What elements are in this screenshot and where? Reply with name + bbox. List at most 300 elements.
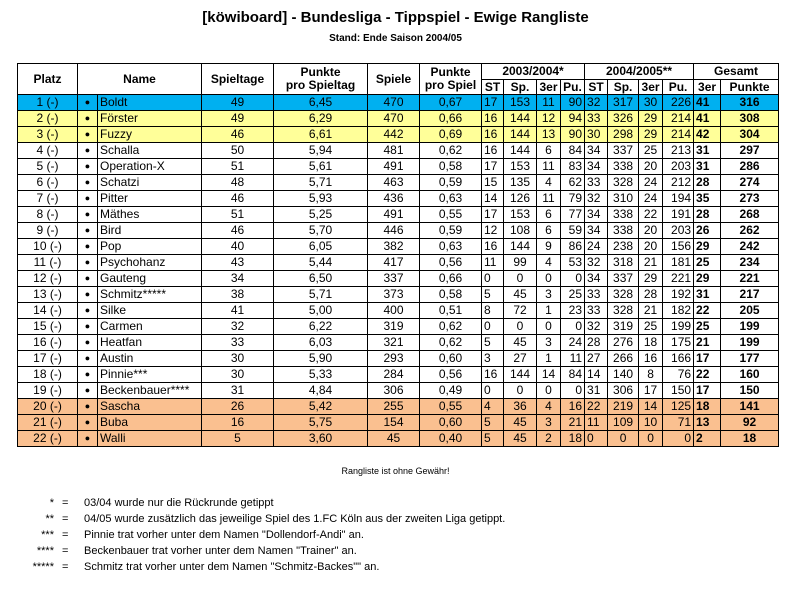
cell-spieltage: 46 xyxy=(202,127,274,143)
cell-punkte-pro-spieltag: 5,25 xyxy=(274,207,368,223)
ranking-table xyxy=(17,63,779,447)
cell-s2-pu: 214 xyxy=(663,127,694,143)
cell-punkte-pro-spieltag: 5,71 xyxy=(274,287,368,303)
cell-spieltage: 43 xyxy=(202,255,274,271)
cell-s2-sp: 328 xyxy=(608,175,639,191)
footnote-text: Pinnie trat vorher unter dem Namen "Dollendorf-Andi" an. xyxy=(84,529,364,541)
header-s2-sp: Sp. xyxy=(608,80,639,95)
cell-s1-3er: 0 xyxy=(537,271,561,287)
cell-platz: 6 (-) xyxy=(18,175,78,191)
cell-punkte-pro-spiel: 0,67 xyxy=(420,95,482,111)
cell-s1-sp: 99 xyxy=(504,255,537,271)
cell-s2-pu: 125 xyxy=(663,399,694,415)
cell-s2-pu: 199 xyxy=(663,319,694,335)
ranking-body xyxy=(18,95,779,447)
cell-spieltage: 30 xyxy=(202,351,274,367)
cell-s2-pu: 221 xyxy=(663,271,694,287)
cell-punkte-pro-spiel: 0,62 xyxy=(420,335,482,351)
cell-platz: 21 (-) xyxy=(18,415,78,431)
table-row xyxy=(18,255,779,271)
table-row xyxy=(18,143,779,159)
cell-gesamt-punkte: 273 xyxy=(721,191,779,207)
cell-s2-st: 24 xyxy=(585,239,608,255)
cell-spiele: 154 xyxy=(368,415,420,431)
cell-punkte-pro-spiel: 0,62 xyxy=(420,319,482,335)
cell-s1-pu: 21 xyxy=(561,415,585,431)
cell-s2-pu: 0 xyxy=(663,431,694,447)
footnote-symbol: * xyxy=(49,497,54,509)
cell-s2-sp: 337 xyxy=(608,271,639,287)
header-s1-pu: Pu. xyxy=(561,80,585,95)
cell-s2-3er: 18 xyxy=(639,335,663,351)
header-s1-3er: 3er xyxy=(537,80,561,95)
cell-s1-sp: 108 xyxy=(504,223,537,239)
header-punkte-pro-spiel-line2: pro Spiel xyxy=(424,78,477,92)
disclaimer: Rangliste ist ohne Gewähr! xyxy=(341,466,450,476)
cell-s1-3er: 6 xyxy=(537,143,561,159)
cell-punkte-pro-spieltag: 3,60 xyxy=(274,431,368,447)
bullet-icon: ● xyxy=(78,415,98,431)
cell-punkte-pro-spieltag: 5,93 xyxy=(274,191,368,207)
cell-s2-pu: 76 xyxy=(663,367,694,383)
cell-punkte-pro-spieltag: 6,29 xyxy=(274,111,368,127)
cell-s1-3er: 1 xyxy=(537,303,561,319)
cell-s2-sp: 319 xyxy=(608,319,639,335)
cell-platz: 7 (-) xyxy=(18,191,78,207)
cell-name: Buba xyxy=(98,415,202,431)
cell-punkte-pro-spieltag: 6,03 xyxy=(274,335,368,351)
cell-spieltage: 34 xyxy=(202,271,274,287)
cell-s1-pu: 18 xyxy=(561,431,585,447)
cell-punkte-pro-spieltag: 6,22 xyxy=(274,319,368,335)
cell-spiele: 436 xyxy=(368,191,420,207)
cell-s2-3er: 20 xyxy=(639,239,663,255)
table-row xyxy=(18,415,779,431)
cell-s1-pu: 24 xyxy=(561,335,585,351)
header-punkte-pro-spieltag xyxy=(274,64,368,95)
cell-s1-st: 5 xyxy=(482,431,504,447)
cell-s1-pu: 77 xyxy=(561,207,585,223)
header-s1-st: ST xyxy=(482,80,504,95)
cell-s2-sp: 109 xyxy=(608,415,639,431)
cell-platz: 16 (-) xyxy=(18,335,78,351)
bullet-icon: ● xyxy=(78,159,98,175)
cell-gesamt-3er: 41 xyxy=(694,111,721,127)
bullet-icon: ● xyxy=(78,303,98,319)
cell-gesamt-3er: 29 xyxy=(694,271,721,287)
cell-gesamt-3er: 18 xyxy=(694,399,721,415)
cell-punkte-pro-spiel: 0,60 xyxy=(420,351,482,367)
cell-s2-pu: 182 xyxy=(663,303,694,319)
cell-name: Pitter xyxy=(98,191,202,207)
cell-punkte-pro-spiel: 0,62 xyxy=(420,143,482,159)
cell-gesamt-3er: 29 xyxy=(694,239,721,255)
cell-s1-sp: 45 xyxy=(504,415,537,431)
cell-s1-pu: 0 xyxy=(561,319,585,335)
cell-s1-3er: 11 xyxy=(537,95,561,111)
bullet-icon: ● xyxy=(78,351,98,367)
cell-s2-st: 32 xyxy=(585,255,608,271)
cell-punkte-pro-spiel: 0,56 xyxy=(420,255,482,271)
cell-s1-sp: 153 xyxy=(504,207,537,223)
cell-s1-st: 12 xyxy=(482,223,504,239)
cell-s2-st: 34 xyxy=(585,223,608,239)
cell-s2-pu: 203 xyxy=(663,223,694,239)
cell-punkte-pro-spiel: 0,58 xyxy=(420,159,482,175)
cell-s2-st: 33 xyxy=(585,303,608,319)
cell-s2-sp: 328 xyxy=(608,287,639,303)
cell-s2-st: 11 xyxy=(585,415,608,431)
cell-name: Psychohanz xyxy=(98,255,202,271)
cell-s1-sp: 0 xyxy=(504,271,537,287)
cell-s1-sp: 72 xyxy=(504,303,537,319)
cell-s1-sp: 144 xyxy=(504,111,537,127)
cell-gesamt-3er: 13 xyxy=(694,415,721,431)
cell-punkte-pro-spiel: 0,55 xyxy=(420,207,482,223)
cell-punkte-pro-spieltag: 6,61 xyxy=(274,127,368,143)
cell-platz: 4 (-) xyxy=(18,143,78,159)
cell-s1-st: 5 xyxy=(482,287,504,303)
cell-s2-st: 34 xyxy=(585,143,608,159)
table-row xyxy=(18,351,779,367)
cell-spieltage: 38 xyxy=(202,287,274,303)
cell-spieltage: 49 xyxy=(202,95,274,111)
cell-spiele: 417 xyxy=(368,255,420,271)
cell-spieltage: 31 xyxy=(202,383,274,399)
cell-spiele: 306 xyxy=(368,383,420,399)
cell-name: Schalla xyxy=(98,143,202,159)
cell-punkte-pro-spieltag: 5,94 xyxy=(274,143,368,159)
cell-s1-st: 16 xyxy=(482,127,504,143)
cell-s1-pu: 11 xyxy=(561,351,585,367)
table-row xyxy=(18,127,779,143)
cell-gesamt-3er: 31 xyxy=(694,287,721,303)
cell-platz: 13 (-) xyxy=(18,287,78,303)
cell-s1-st: 5 xyxy=(482,415,504,431)
cell-s1-st: 14 xyxy=(482,191,504,207)
cell-gesamt-punkte: 316 xyxy=(721,95,779,111)
cell-gesamt-3er: 28 xyxy=(694,175,721,191)
bullet-icon: ● xyxy=(78,367,98,383)
cell-s2-3er: 24 xyxy=(639,175,663,191)
table-row xyxy=(18,175,779,191)
cell-s1-sp: 144 xyxy=(504,127,537,143)
cell-platz: 15 (-) xyxy=(18,319,78,335)
cell-s1-3er: 6 xyxy=(537,207,561,223)
header-spiele: Spiele xyxy=(368,64,420,95)
cell-spiele: 284 xyxy=(368,367,420,383)
table-row xyxy=(18,431,779,447)
header-name: Name xyxy=(78,64,202,95)
cell-punkte-pro-spiel: 0,40 xyxy=(420,431,482,447)
cell-gesamt-3er: 25 xyxy=(694,319,721,335)
cell-s2-pu: 203 xyxy=(663,159,694,175)
cell-punkte-pro-spieltag: 5,42 xyxy=(274,399,368,415)
cell-s1-st: 15 xyxy=(482,175,504,191)
bullet-icon: ● xyxy=(78,223,98,239)
header-spieltage: Spieltage xyxy=(202,64,274,95)
cell-s1-3er: 11 xyxy=(537,159,561,175)
cell-s2-3er: 0 xyxy=(639,431,663,447)
cell-platz: 1 (-) xyxy=(18,95,78,111)
footnote-text: 03/04 wurde nur die Rückrunde getippt xyxy=(84,497,274,509)
cell-s2-3er: 29 xyxy=(639,127,663,143)
cell-name: Pinnie*** xyxy=(98,367,202,383)
table-row xyxy=(18,399,779,415)
cell-platz: 8 (-) xyxy=(18,207,78,223)
cell-s1-3er: 12 xyxy=(537,111,561,127)
cell-punkte-pro-spiel: 0,66 xyxy=(420,111,482,127)
cell-s1-st: 4 xyxy=(482,399,504,415)
cell-name: Bird xyxy=(98,223,202,239)
cell-name: Sascha xyxy=(98,399,202,415)
cell-s2-st: 32 xyxy=(585,319,608,335)
cell-s1-pu: 79 xyxy=(561,191,585,207)
cell-s1-sp: 135 xyxy=(504,175,537,191)
table-row xyxy=(18,335,779,351)
cell-punkte-pro-spiel: 0,63 xyxy=(420,191,482,207)
cell-name: Boldt xyxy=(98,95,202,111)
cell-s1-st: 8 xyxy=(482,303,504,319)
cell-s1-pu: 0 xyxy=(561,383,585,399)
cell-spieltage: 32 xyxy=(202,319,274,335)
cell-punkte-pro-spiel: 0,60 xyxy=(420,415,482,431)
header-punkte-pro-spieltag-line1: Punkte xyxy=(300,65,341,79)
cell-name: Gauteng xyxy=(98,271,202,287)
page-title: [köwiboard] - Bundesliga - Tippspiel - Ewige Rangliste xyxy=(202,9,589,26)
cell-platz: 10 (-) xyxy=(18,239,78,255)
cell-punkte-pro-spieltag: 5,00 xyxy=(274,303,368,319)
cell-spiele: 463 xyxy=(368,175,420,191)
cell-s1-3er: 0 xyxy=(537,383,561,399)
page-subtitle: Stand: Ende Saison 2004/05 xyxy=(329,33,462,44)
table-row xyxy=(18,239,779,255)
cell-name: Silke xyxy=(98,303,202,319)
cell-s2-pu: 71 xyxy=(663,415,694,431)
cell-name: Beckenbauer**** xyxy=(98,383,202,399)
cell-punkte-pro-spiel: 0,66 xyxy=(420,271,482,287)
cell-s2-sp: 338 xyxy=(608,159,639,175)
cell-spiele: 45 xyxy=(368,431,420,447)
cell-s2-3er: 21 xyxy=(639,303,663,319)
cell-punkte-pro-spieltag: 5,75 xyxy=(274,415,368,431)
cell-s1-3er: 2 xyxy=(537,431,561,447)
cell-punkte-pro-spieltag: 6,45 xyxy=(274,95,368,111)
cell-s1-sp: 45 xyxy=(504,335,537,351)
cell-s2-pu: 150 xyxy=(663,383,694,399)
footnote-equals: = xyxy=(62,561,69,573)
cell-spieltage: 48 xyxy=(202,175,274,191)
cell-gesamt-3er: 42 xyxy=(694,127,721,143)
cell-punkte-pro-spieltag: 6,50 xyxy=(274,271,368,287)
table-row xyxy=(18,319,779,335)
cell-s2-3er: 8 xyxy=(639,367,663,383)
cell-spiele: 319 xyxy=(368,319,420,335)
cell-punkte-pro-spiel: 0,59 xyxy=(420,175,482,191)
cell-punkte-pro-spieltag: 5,33 xyxy=(274,367,368,383)
bullet-icon: ● xyxy=(78,175,98,191)
cell-s2-pu: 191 xyxy=(663,207,694,223)
cell-gesamt-punkte: 199 xyxy=(721,319,779,335)
cell-punkte-pro-spieltag: 6,05 xyxy=(274,239,368,255)
bullet-icon: ● xyxy=(78,191,98,207)
cell-s2-pu: 166 xyxy=(663,351,694,367)
table-row xyxy=(18,95,779,111)
header-punkte-pro-spiel xyxy=(420,64,482,95)
cell-s1-st: 0 xyxy=(482,271,504,287)
cell-s1-sp: 27 xyxy=(504,351,537,367)
header-season-2003: 2003/2004* xyxy=(482,64,585,80)
cell-s1-pu: 59 xyxy=(561,223,585,239)
cell-s2-sp: 219 xyxy=(608,399,639,415)
cell-s1-st: 16 xyxy=(482,143,504,159)
header-s2-st: ST xyxy=(585,80,608,95)
cell-s1-3er: 4 xyxy=(537,175,561,191)
footnote-equals: = xyxy=(62,545,69,557)
cell-spieltage: 40 xyxy=(202,239,274,255)
cell-s2-pu: 181 xyxy=(663,255,694,271)
cell-platz: 18 (-) xyxy=(18,367,78,383)
cell-gesamt-punkte: 274 xyxy=(721,175,779,191)
header-s2-3er: 3er xyxy=(639,80,663,95)
cell-name: Fuzzy xyxy=(98,127,202,143)
footnote-equals: = xyxy=(62,497,69,509)
cell-s1-pu: 94 xyxy=(561,111,585,127)
cell-spieltage: 26 xyxy=(202,399,274,415)
cell-gesamt-punkte: 242 xyxy=(721,239,779,255)
cell-s1-st: 11 xyxy=(482,255,504,271)
cell-s2-st: 0 xyxy=(585,431,608,447)
cell-s1-sp: 45 xyxy=(504,287,537,303)
cell-punkte-pro-spiel: 0,59 xyxy=(420,223,482,239)
footnote-symbol: ***** xyxy=(32,561,54,573)
cell-gesamt-3er: 25 xyxy=(694,255,721,271)
cell-spiele: 470 xyxy=(368,95,420,111)
cell-spieltage: 46 xyxy=(202,191,274,207)
cell-name: Schatzi xyxy=(98,175,202,191)
table-row xyxy=(18,111,779,127)
cell-gesamt-punkte: 199 xyxy=(721,335,779,351)
cell-gesamt-3er: 41 xyxy=(694,95,721,111)
table-row xyxy=(18,271,779,287)
cell-spiele: 255 xyxy=(368,399,420,415)
cell-punkte-pro-spieltag: 5,71 xyxy=(274,175,368,191)
cell-s2-sp: 266 xyxy=(608,351,639,367)
cell-s1-st: 17 xyxy=(482,207,504,223)
table-row xyxy=(18,303,779,319)
cell-gesamt-punkte: 217 xyxy=(721,287,779,303)
header-platz: Platz xyxy=(18,64,78,95)
cell-s1-3er: 9 xyxy=(537,239,561,255)
cell-name: Heatfan xyxy=(98,335,202,351)
cell-s1-sp: 0 xyxy=(504,383,537,399)
cell-name: Pop xyxy=(98,239,202,255)
cell-spieltage: 16 xyxy=(202,415,274,431)
cell-gesamt-punkte: 160 xyxy=(721,367,779,383)
table-row xyxy=(18,383,779,399)
cell-s1-st: 16 xyxy=(482,239,504,255)
cell-punkte-pro-spiel: 0,58 xyxy=(420,287,482,303)
cell-spiele: 481 xyxy=(368,143,420,159)
cell-s2-3er: 21 xyxy=(639,255,663,271)
cell-s2-st: 27 xyxy=(585,351,608,367)
footnote-text: Schmitz trat vorher unter dem Namen "Schmitz-Backes"" an. xyxy=(84,561,380,573)
cell-gesamt-punkte: 234 xyxy=(721,255,779,271)
cell-s2-3er: 29 xyxy=(639,111,663,127)
cell-spieltage: 50 xyxy=(202,143,274,159)
cell-platz: 9 (-) xyxy=(18,223,78,239)
cell-gesamt-punkte: 286 xyxy=(721,159,779,175)
cell-platz: 11 (-) xyxy=(18,255,78,271)
cell-s1-st: 16 xyxy=(482,367,504,383)
cell-s2-st: 33 xyxy=(585,111,608,127)
table-row xyxy=(18,159,779,175)
cell-s2-pu: 226 xyxy=(663,95,694,111)
cell-s1-st: 0 xyxy=(482,319,504,335)
cell-s2-sp: 317 xyxy=(608,95,639,111)
cell-s1-3er: 1 xyxy=(537,351,561,367)
cell-name: Mäthes xyxy=(98,207,202,223)
cell-s2-3er: 20 xyxy=(639,223,663,239)
cell-s1-pu: 84 xyxy=(561,143,585,159)
footnote-symbol: ** xyxy=(45,513,54,525)
cell-punkte-pro-spiel: 0,63 xyxy=(420,239,482,255)
cell-s1-pu: 53 xyxy=(561,255,585,271)
footnote-equals: = xyxy=(62,529,69,541)
bullet-icon: ● xyxy=(78,383,98,399)
cell-gesamt-punkte: 268 xyxy=(721,207,779,223)
cell-s2-3er: 25 xyxy=(639,143,663,159)
cell-gesamt-punkte: 177 xyxy=(721,351,779,367)
cell-s2-sp: 0 xyxy=(608,431,639,447)
cell-punkte-pro-spieltag: 5,44 xyxy=(274,255,368,271)
cell-name: Austin xyxy=(98,351,202,367)
cell-spieltage: 5 xyxy=(202,431,274,447)
table-row xyxy=(18,191,779,207)
cell-s1-st: 0 xyxy=(482,383,504,399)
cell-spiele: 373 xyxy=(368,287,420,303)
cell-gesamt-3er: 21 xyxy=(694,335,721,351)
cell-s2-st: 30 xyxy=(585,127,608,143)
cell-gesamt-punkte: 262 xyxy=(721,223,779,239)
header-season-2004: 2004/2005** xyxy=(585,64,694,80)
cell-spiele: 446 xyxy=(368,223,420,239)
cell-s2-st: 22 xyxy=(585,399,608,415)
cell-gesamt-punkte: 92 xyxy=(721,415,779,431)
cell-spiele: 491 xyxy=(368,159,420,175)
cell-s2-st: 33 xyxy=(585,175,608,191)
bullet-icon: ● xyxy=(78,335,98,351)
bullet-icon: ● xyxy=(78,287,98,303)
bullet-icon: ● xyxy=(78,143,98,159)
cell-gesamt-punkte: 304 xyxy=(721,127,779,143)
cell-spieltage: 46 xyxy=(202,223,274,239)
cell-gesamt-3er: 17 xyxy=(694,351,721,367)
cell-s2-3er: 10 xyxy=(639,415,663,431)
cell-s1-3er: 4 xyxy=(537,399,561,415)
cell-s2-sp: 318 xyxy=(608,255,639,271)
cell-gesamt-3er: 2 xyxy=(694,431,721,447)
cell-gesamt-punkte: 221 xyxy=(721,271,779,287)
header-s2-pu: Pu. xyxy=(663,80,694,95)
cell-s1-st: 3 xyxy=(482,351,504,367)
cell-s1-pu: 84 xyxy=(561,367,585,383)
cell-s1-pu: 23 xyxy=(561,303,585,319)
cell-gesamt-3er: 31 xyxy=(694,143,721,159)
cell-s1-pu: 83 xyxy=(561,159,585,175)
table-row xyxy=(18,223,779,239)
cell-s1-sp: 126 xyxy=(504,191,537,207)
